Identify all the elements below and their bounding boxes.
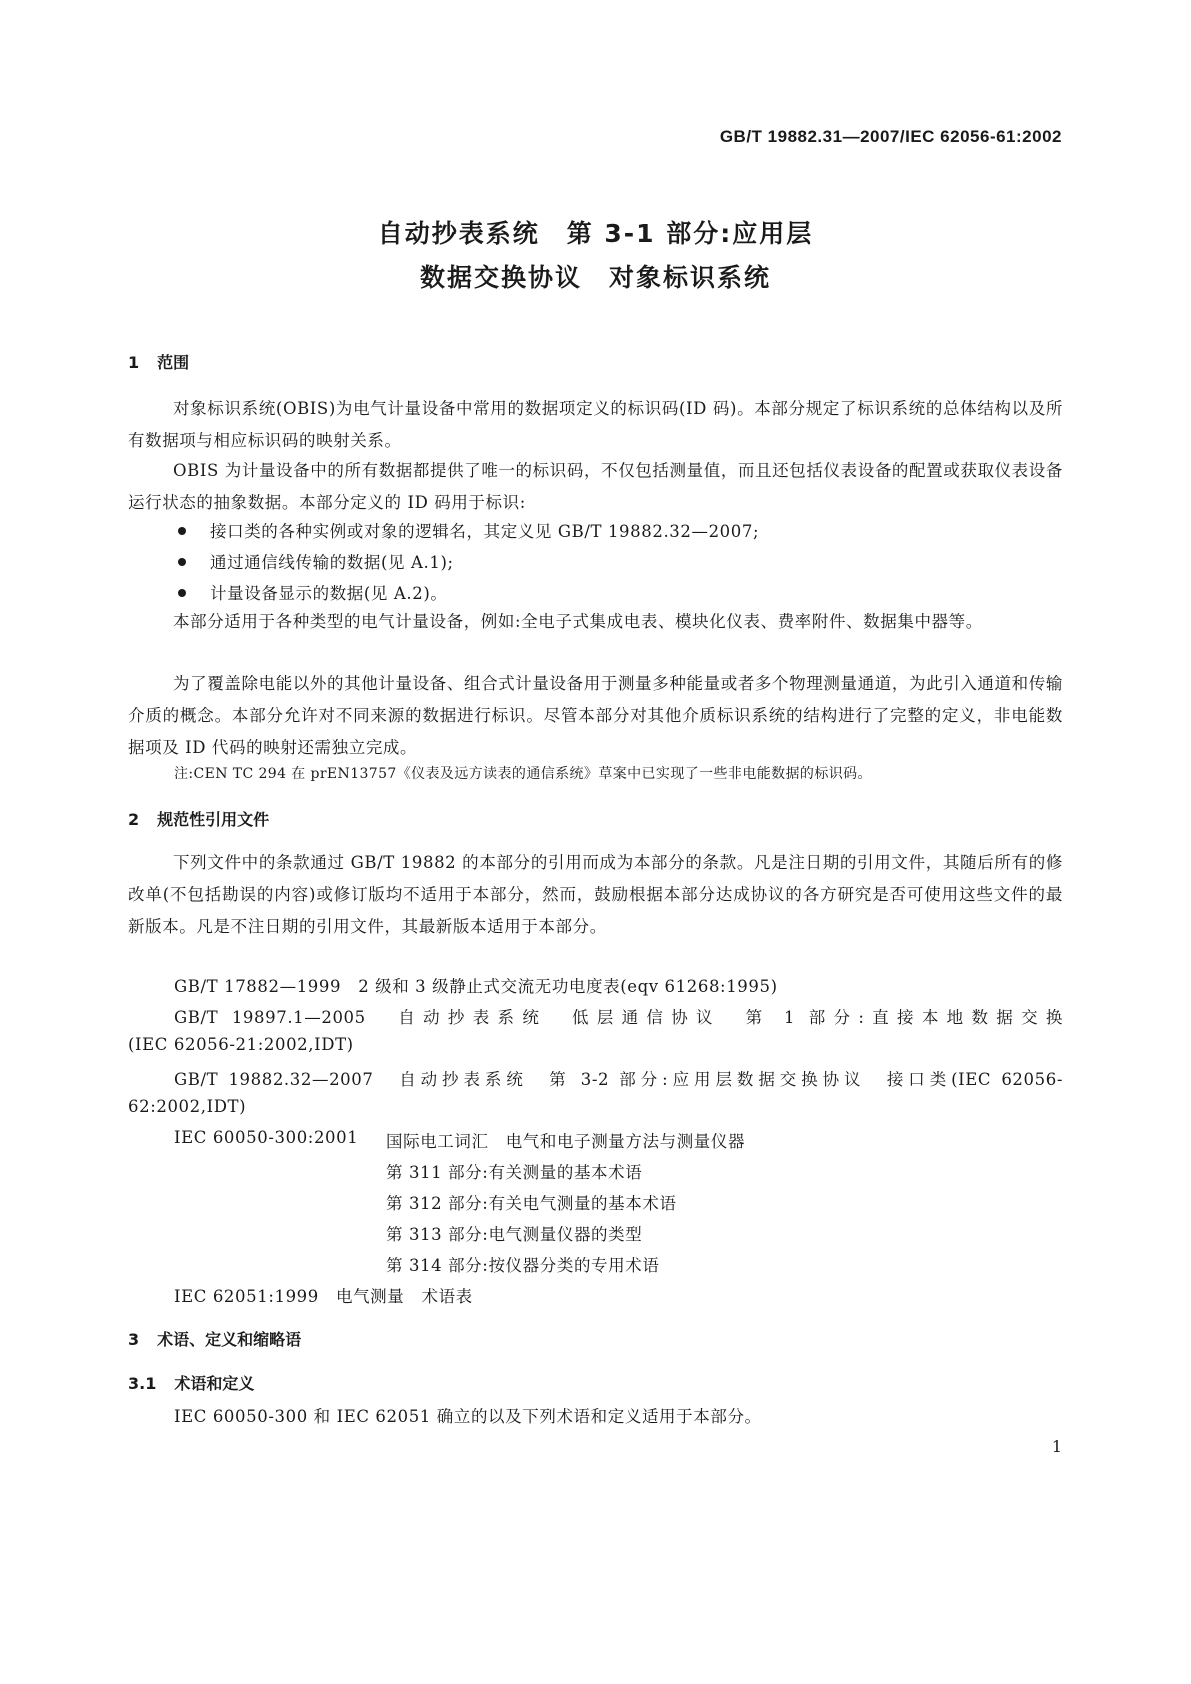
page-number: 1 — [1051, 1437, 1062, 1456]
section-2-heading — [128, 807, 269, 830]
reference-item: GB/T 19882.32—2007 自动抄表系统 第 3-2 部分:应用层数据交换协议 接口类(IEC 62056- — [174, 1070, 1063, 1089]
subsection-3-1-heading — [128, 1371, 254, 1394]
reference-part: 第 312 部分:有关电气测量的基本术语 — [386, 1194, 677, 1213]
bullet-item: 计量设备显示的数据(见 A.2)。 — [178, 580, 447, 604]
reference-part: 第 313 部分:电气测量仪器的类型 — [386, 1225, 643, 1244]
bullet-dot-icon — [178, 558, 186, 566]
bullet-dot-icon — [178, 589, 186, 597]
section-title: 规范性引用文件 — [157, 810, 270, 829]
reference-code: IEC 60050-300:2001 — [174, 1128, 359, 1147]
section-1-heading — [128, 350, 189, 373]
bullet-item: 接口类的各种实例或对象的逻辑名，其定义见 GB/T 19882.32—2007; — [178, 518, 759, 542]
section-2-intro: 下列文件中的条款通过 GB/T 19882 的本部分的引用而成为本部分的条款。凡是注日期的引用文件，其随后所有的修改单(不包括勘误的内容)或修订版均不适用于本部分，然而，鼓励根据本部分达成协议的各方研究是否可使用这些文件的最新版本。凡是不注日期的引用文件，其最新版本适用于本部分。 — [128, 853, 1063, 936]
reference-part: 第 314 部分:按仪器分类的专用术语 — [386, 1256, 660, 1275]
section-1-para-4: 为了覆盖除电能以外的其他计量设备、组合式计量设备用于测量多种能量或者多个物理测量通道，为此引入通道和传输介质的概念。本部分允许对不同来源的数据进行标识。尽管本部分对其他介质标识系统的结构进行了完整的定义，非电能数据项及 ID 代码的映射还需独立完成。 — [128, 674, 1063, 757]
section-3-heading — [128, 1327, 301, 1350]
subsection-title: 术语和定义 — [174, 1374, 255, 1393]
reference-item: GB/T 19897.1—2005 自动抄表系统 低层通信协议 第 1 部分:直接本地数据交换 — [174, 1008, 1063, 1027]
title-line-2: 数据交换协议 对象标识系统 — [419, 263, 771, 292]
section-number: 1 — [128, 353, 140, 372]
reference-item: IEC 62051:1999 电气测量 术语表 — [174, 1287, 473, 1306]
section-number: 2 — [128, 810, 140, 829]
bullet-dot-icon — [178, 527, 186, 535]
section-1-para-2: OBIS 为计量设备中的所有数据都提供了唯一的标识码，不仅包括测量值，而且还包括仪表设备的配置或获取仪表设备运行状态的抽象数据。本部分定义的 ID 码用于标识: — [128, 461, 1063, 512]
reference-title: 国际电工词汇 电气和电子测量方法与测量仪器 — [386, 1132, 746, 1151]
title-line-1: 自动抄表系统 第 3-1 部分:应用层 — [377, 219, 814, 248]
section-1-para-1: 对象标识系统(OBIS)为电气计量设备中常用的数据项定义的标识码(ID 码)。本部分规定了标识系统的总体结构以及所有数据项与相应标识码的映射关系。 — [128, 399, 1063, 450]
reference-item-continued: (IEC 62056-21:2002,IDT) — [128, 1035, 354, 1054]
section-number: 3 — [128, 1330, 140, 1349]
reference-item: GB/T 17882—1999 2 级和 3 级静止式交流无功电度表(eqv 61268:1995) — [174, 977, 778, 996]
subsection-3-1-text: IEC 60050-300 和 IEC 62051 确立的以及下列术语和定义适用于本部分。 — [174, 1407, 762, 1426]
section-title: 术语、定义和缩略语 — [157, 1330, 302, 1349]
reference-part: 第 311 部分:有关测量的基本术语 — [386, 1163, 643, 1182]
section-title: 范围 — [157, 353, 190, 372]
subsection-number: 3.1 — [128, 1374, 157, 1393]
note: 注:CEN TC 294 在 prEN13757《仪表及远方读表的通信系统》草案中已实现了一些非电能数据的标识码。 — [174, 766, 872, 782]
section-1-para-3: 本部分适用于各种类型的电气计量设备，例如:全电子式集成电表、模块化仪表、费率附件、数据集中器等。 — [173, 612, 983, 631]
bullet-item: 通过通信线传输的数据(见 A.1); — [178, 549, 454, 573]
document-code: GB/T 19882.31—2007/IEC 62056-61:2002 — [719, 127, 1062, 146]
reference-item-continued: 62:2002,IDT) — [128, 1097, 247, 1116]
